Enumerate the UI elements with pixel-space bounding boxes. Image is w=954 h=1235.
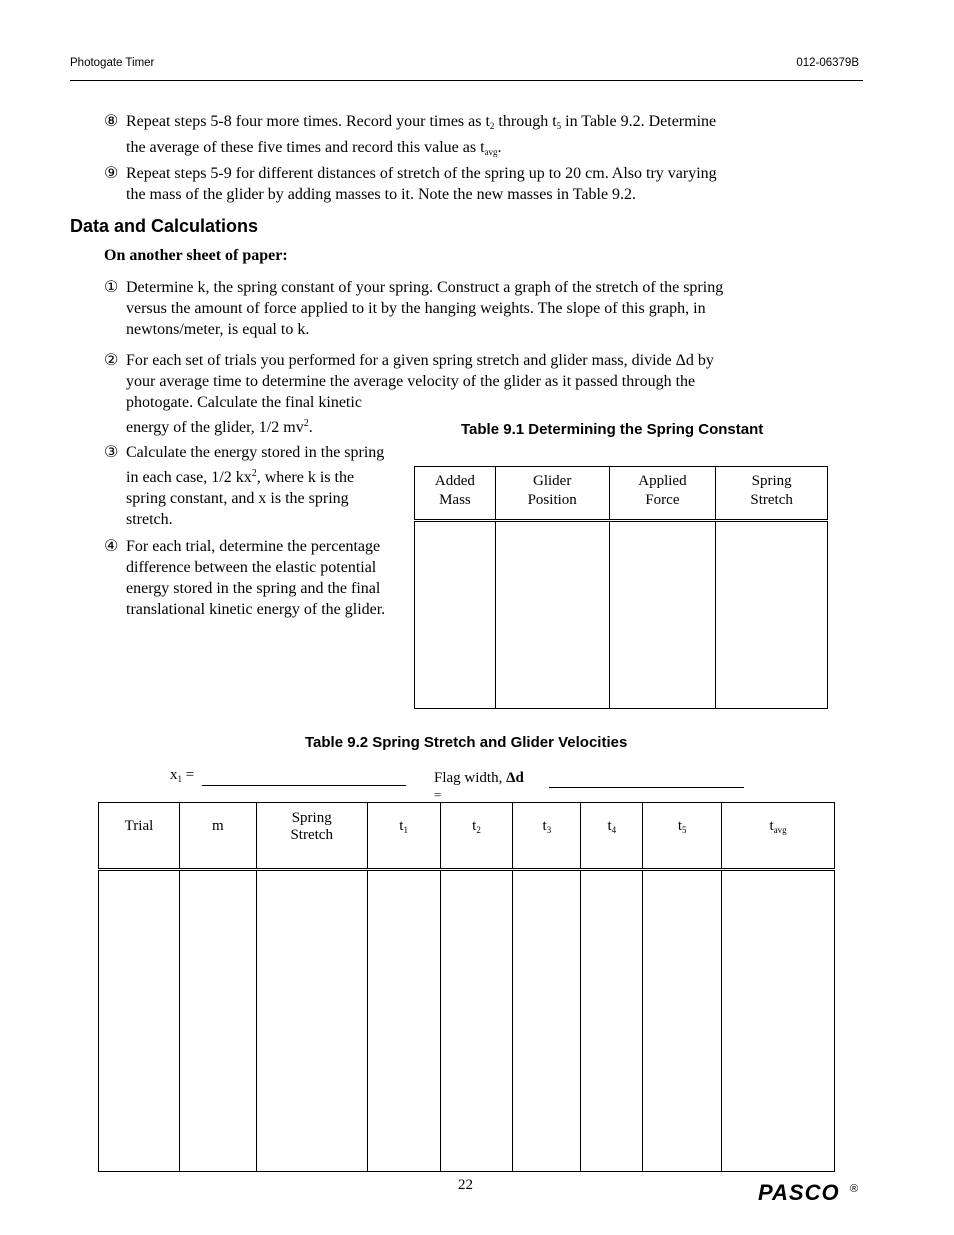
table-1-cell[interactable] [415, 521, 496, 709]
x1-fill-line[interactable] [202, 785, 406, 786]
section-title: Data and Calculations [70, 216, 259, 236]
table-1-caption: Table 9.1 Determining the Spring Constant [461, 421, 764, 438]
step-8-line-2: the average of these five times and record this value as $t_{avg}$. [126, 139, 502, 157]
table-2-cell[interactable] [722, 870, 835, 1172]
calc-step-1 [104, 277, 764, 343]
table-1-header-added-mass: Added Mass [415, 467, 496, 521]
calc-step-4-line: translational kinetic energy of the glider. [126, 601, 386, 618]
table-2-entry-row [99, 870, 835, 1172]
pasco-logo: PASCO [758, 1180, 840, 1205]
table-1-header-row [415, 467, 828, 521]
table-2-header-trial: Trial [99, 803, 180, 870]
table-1-header-glider-position: Glider Position [495, 467, 609, 521]
spring-constant-table [414, 466, 828, 709]
table-1-entry-row [415, 521, 828, 709]
table-2-header-t4: $t_4$ [581, 803, 643, 870]
calc-step-3-line: in each case, 1/2 $kx^2$, where k is the [126, 468, 355, 486]
table-2-header-t3: $t_3$ [513, 803, 581, 870]
table-2-header-spring-stretch: Spring Stretch [256, 803, 367, 870]
calc-step-2-line: For each set of trials you performed for a given spring stretch and glider mass, divide Δd by [126, 352, 714, 369]
table-2-cell[interactable] [179, 870, 256, 1172]
calc-step-3-line: spring constant, and x is the spring [126, 490, 349, 507]
step-8-number: ⑧ [104, 113, 119, 130]
table-2-header-row [99, 803, 835, 870]
table-2-caption: Table 9.2 Spring Stretch and Glider Velocities [305, 734, 628, 751]
step-9-line-2: the mass of the glider by adding masses to it. Note the new masses in Table 9.2. [126, 186, 637, 203]
table-2-cell[interactable] [643, 870, 722, 1172]
table-1-cell[interactable] [609, 521, 716, 709]
calc-step-1-line: newtons/meter, is equal to k. [126, 321, 310, 338]
calc-step-2-line: photogate. Calculate the final kinetic [126, 394, 362, 411]
table-2-header-m: m [179, 803, 256, 870]
calc-step-2-line: energy of the glider, 1/2 $mv^2$. [126, 418, 313, 436]
calc-step-3-line: Calculate the energy stored in the spring [126, 444, 385, 461]
table-2-header-t2: $t_2$ [440, 803, 513, 870]
calc-step-4 [104, 536, 404, 624]
section-subhead: On another sheet of paper: [104, 247, 288, 264]
calc-step-1-line: versus the amount of force applied to it by the hanging weights. The slope of this graph, in [126, 300, 706, 317]
table-2-header-tavg: $t_{avg}$ [722, 803, 835, 870]
step-8 [104, 111, 764, 155]
header-rule [70, 80, 863, 81]
flag-width-fill-line[interactable] [549, 787, 744, 788]
step-8-line-1: Repeat steps 5-8 four more times. Record your times as $t_2$ through $t_5$ in Table 9.2. Determine [126, 113, 717, 131]
running-header-title: Photogate Timer [70, 57, 155, 69]
table-2-cell[interactable] [99, 870, 180, 1172]
step-9-number: ⑨ [104, 165, 119, 182]
table-2-header-t1: $t_1$ [367, 803, 440, 870]
calc-step-3 [104, 442, 404, 530]
calc-step-4-number: ④ [104, 538, 119, 555]
table-1-cell[interactable] [495, 521, 609, 709]
calc-step-4-line: For each trial, determine the percentage [126, 538, 381, 555]
x1-label: $x_1$ = [170, 767, 195, 784]
calc-step-2-line: your average time to determine the average velocity of the glider as it passed through the [126, 373, 696, 390]
table-2-cell[interactable] [581, 870, 643, 1172]
table-2-cell[interactable] [256, 870, 367, 1172]
table-1-cell[interactable] [716, 521, 828, 709]
registered-mark: ® [850, 1183, 859, 1195]
table-1-header-spring-stretch: Spring Stretch [716, 467, 828, 521]
calc-step-1-line: Determine k, the spring constant of your spring. Construct a graph of the stretch of the spring [126, 279, 724, 296]
table-2-header-t5: $t_5$ [643, 803, 722, 870]
calc-step-4-line: difference between the elastic potential [126, 559, 377, 576]
calc-step-3-number: ③ [104, 444, 119, 461]
calc-step-3-line: stretch. [126, 511, 173, 528]
calc-step-1-number: ① [104, 279, 119, 296]
table-2-cell[interactable] [440, 870, 513, 1172]
glider-velocities-table [98, 802, 835, 1172]
document-number: 012-06379B [796, 57, 859, 69]
step-9-line-1: Repeat steps 5-9 for different distances of stretch of the spring up to 20 cm. Also try varying [126, 165, 717, 182]
table-1-header-applied-force: Applied Force [609, 467, 716, 521]
flag-width-equals: = [434, 787, 442, 802]
step-9 [104, 163, 764, 207]
table-2-cell[interactable] [513, 870, 581, 1172]
flag-width-label: Flag width, Δd [434, 770, 524, 786]
table-2-cell[interactable] [367, 870, 440, 1172]
page-number: 22 [458, 1177, 473, 1193]
calc-step-4-line: energy stored in the spring and the final [126, 580, 381, 597]
calc-step-2-number: ② [104, 352, 119, 369]
